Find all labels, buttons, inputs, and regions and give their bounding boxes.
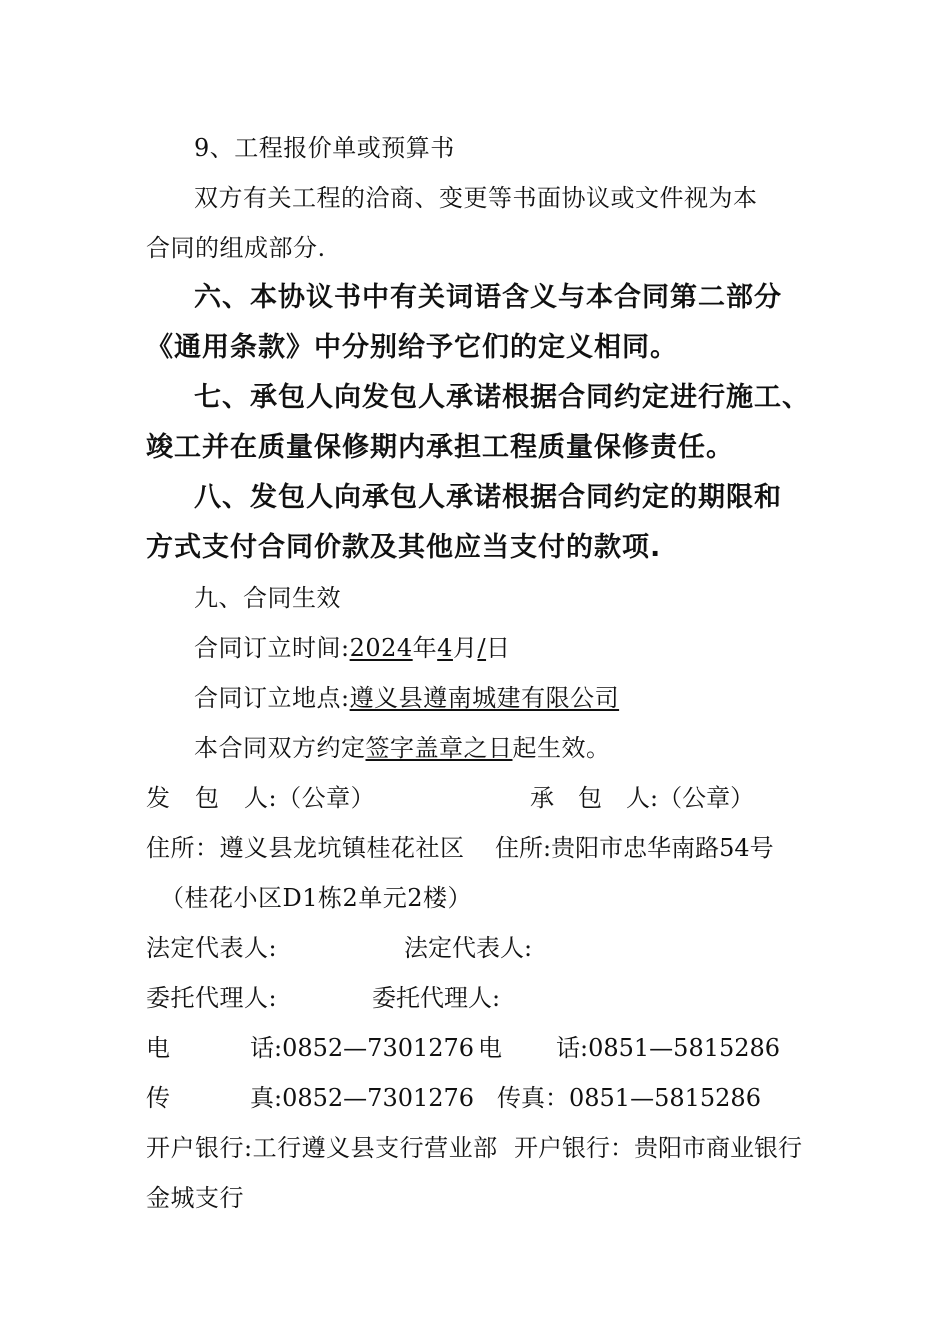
month-unit: 月 — [452, 634, 478, 662]
signing-year: 2024 — [349, 634, 413, 662]
employer-legal-rep: 法定代表人: — [146, 934, 278, 962]
employer-bank: 开户银行:工行遵义县支行营业部 — [146, 1134, 498, 1162]
signing-place — [194, 683, 619, 713]
signing-time-label: 合同订立时间: — [194, 634, 350, 662]
contractor-bank-line-2: 金城支行 — [146, 1184, 244, 1212]
employer-fax-label: 传 — [146, 1084, 171, 1112]
employer-phone-row — [250, 1033, 474, 1063]
clause-six-line-1: 六、本协议书中有关词语含义与本合同第二部分 — [194, 282, 782, 313]
employer-address-line-1: 住所：遵义县龙坑镇桂花社区 — [146, 834, 465, 862]
contractor-bank-line-1: 开户银行：贵阳市商业银行 — [514, 1134, 802, 1162]
employer-fax: 0852—7301276 — [282, 1084, 475, 1112]
employer-address-line-2: （桂花小区D1栋2单元2楼） — [160, 884, 473, 912]
signing-place-label: 合同订立地点: — [194, 684, 350, 712]
day-unit: 日 — [486, 634, 511, 662]
contractor-label: 承 包 人:（公章） — [530, 784, 755, 812]
employer-phone: 0852—7301276 — [282, 1034, 475, 1062]
employer-phone-label: 电 — [146, 1034, 171, 1062]
clause-eight-line-1: 八、发包人向承包人承诺根据合同约定的期限和 — [194, 482, 782, 513]
contractor-phone-row — [556, 1033, 780, 1063]
employer-label: 发 包 人:（公章） — [146, 784, 376, 812]
effective-suffix: 起生效。 — [512, 734, 611, 762]
effective-underlined: 签字盖章之日 — [365, 734, 513, 762]
effective-clause — [194, 733, 611, 763]
employer-fax-row — [250, 1083, 474, 1113]
negotiation-line-1: 双方有关工程的洽商、变更等书面协议或文件视为本 — [194, 184, 758, 212]
item-9: 9、工程报价单或预算书 — [194, 134, 455, 162]
employer-fax-label-2: 真: — [250, 1084, 283, 1112]
effect-heading: 九、合同生效 — [194, 584, 341, 612]
contractor-phone-label-2: 话: — [556, 1034, 589, 1062]
contractor-phone-label: 电 — [478, 1034, 502, 1062]
clause-eight-line-2: 方式支付合同价款及其他应当支付的款项. — [146, 532, 662, 563]
contractor-phone: 0851—5815286 — [588, 1034, 781, 1062]
clause-seven-line-1: 七、承包人向发包人承诺根据合同约定进行施工、 — [194, 382, 810, 413]
contractor-agent: 委托代理人: — [372, 984, 501, 1012]
contractor-address: 住所:贵阳市忠华南路54号 — [495, 834, 774, 862]
signing-place-value: 遵义县遵南城建有限公司 — [349, 684, 620, 712]
clause-seven-line-2: 竣工并在质量保修期内承担工程质量保修责任。 — [146, 432, 734, 463]
signing-month: 4 — [437, 634, 453, 662]
year-unit: 年 — [412, 634, 438, 662]
signing-time — [194, 633, 511, 663]
negotiation-line-2: 合同的组成部分. — [146, 234, 326, 262]
employer-agent: 委托代理人: — [146, 984, 278, 1012]
signing-day: / — [477, 634, 487, 662]
contractor-fax: 传真：0851—5815286 — [497, 1084, 761, 1112]
effective-prefix: 本合同双方约定 — [194, 734, 366, 762]
contractor-legal-rep: 法定代表人: — [404, 934, 533, 962]
clause-six-line-2: 《通用条款》中分别给予它们的定义相同。 — [146, 332, 678, 363]
employer-phone-label-2: 话: — [250, 1034, 283, 1062]
